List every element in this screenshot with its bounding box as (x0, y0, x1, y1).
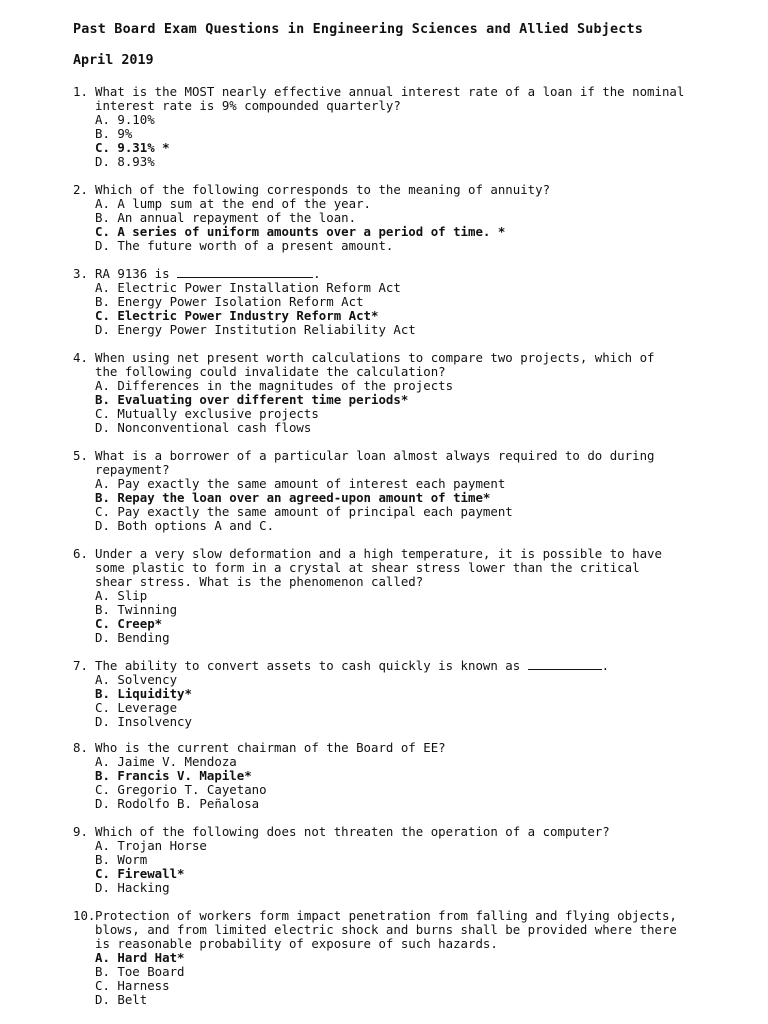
option: D. Belt (95, 992, 148, 1007)
question-number: 8. (73, 740, 88, 755)
correct-option: B. Evaluating over different time periods* (95, 392, 409, 407)
question-7 (73, 659, 723, 729)
question-4 (73, 351, 723, 435)
option: A. Differences in the magnitudes of the projects (95, 378, 454, 393)
question-text-line (73, 923, 723, 937)
question-text-line (73, 85, 723, 99)
option: D. 8.93% (95, 154, 155, 169)
correct-option: C. Electric Power Industry Reform Act* (95, 308, 379, 323)
question-text-line (73, 365, 723, 379)
correct-option: B. Repay the loan over an agreed-upon amount of time* (95, 490, 491, 505)
option: A. Slip (95, 588, 148, 603)
option: B. Energy Power Isolation Reform Act (95, 294, 364, 309)
question-text-line (73, 183, 723, 197)
question-text: interest rate is 9% compounded quarterly? (95, 98, 401, 113)
question-1 (73, 85, 723, 169)
option: A. Jaime V. Mendoza (95, 754, 237, 769)
option: C. Gregorio T. Cayetano (95, 782, 267, 797)
option: D. Bending (95, 630, 170, 645)
question-number: 1. (73, 84, 88, 99)
option: A. Pay exactly the same amount of interest each payment (95, 476, 506, 491)
question-number: 5. (73, 448, 88, 463)
question-number: 9. (73, 824, 88, 839)
question-number: 6. (73, 546, 88, 561)
question-3 (73, 267, 723, 337)
question-text: Protection of workers form impact penetration from falling and flying objects, (95, 908, 677, 923)
option: B. 9% (95, 126, 133, 141)
option: A. Solvency (95, 672, 178, 687)
question-text: Who is the current chairman of the Board of EE? (95, 740, 446, 755)
question-text-line (73, 741, 723, 755)
question-text-line (73, 561, 723, 575)
question-number: 7. (73, 658, 88, 673)
option: C. Harness (95, 978, 170, 993)
question-text-line (73, 937, 723, 951)
option: C. Pay exactly the same amount of principal each payment (95, 504, 513, 519)
option: D. The future worth of a present amount. (95, 238, 394, 253)
question-10 (73, 909, 723, 1007)
option-list (95, 589, 723, 645)
option: A. A lump sum at the end of the year. (95, 196, 372, 211)
option: D. Both options A and C. (95, 518, 275, 533)
question-text: Which of the following does not threaten the operation of a computer? (95, 824, 610, 839)
option-list (95, 755, 723, 811)
question-text-line (73, 659, 723, 673)
question-2 (73, 183, 723, 253)
answer-blank (528, 660, 602, 670)
question-text: What is the MOST nearly effective annual interest rate of a loan if the nominal (95, 84, 685, 99)
option-list (95, 839, 723, 895)
question-9 (73, 825, 723, 895)
question-text: some plastic to form in a crystal at shear stress lower than the critical (95, 560, 640, 575)
question-text-line (73, 449, 723, 463)
option: A. 9.10% (95, 112, 155, 127)
option: A. Trojan Horse (95, 838, 207, 853)
question-text-end: . (313, 266, 321, 281)
option: B. Toe Board (95, 964, 185, 979)
question-text-line (73, 575, 723, 589)
question-number: 3. (73, 266, 88, 281)
correct-option: B. Francis V. Mapile* (95, 768, 252, 783)
option-list (95, 951, 723, 1007)
question-text-line (73, 547, 723, 561)
option-list (95, 673, 723, 729)
option: B. Worm (95, 852, 148, 867)
correct-option: B. Liquidity* (95, 686, 192, 701)
question-text-line (73, 351, 723, 365)
question-text: is reasonable probability of exposure of such hazards. (95, 936, 498, 951)
question-text: shear stress. What is the phenomenon called? (95, 574, 424, 589)
correct-option: C. 9.31% * (95, 140, 170, 155)
question-text-line (73, 825, 723, 839)
question-number: 10. (73, 908, 96, 923)
question-text-line (73, 463, 723, 477)
question-8 (73, 741, 723, 811)
correct-option: C. A series of uniform amounts over a period of time. * (95, 224, 506, 239)
question-text: Under a very slow deformation and a high temperature, it is possible to have (95, 546, 662, 561)
question-text-line (73, 909, 723, 923)
question-text: What is a borrower of a particular loan almost always required to do during (95, 448, 655, 463)
question-6 (73, 547, 723, 645)
question-text: Which of the following corresponds to the meaning of annuity? (95, 182, 551, 197)
option: C. Leverage (95, 700, 178, 715)
option: D. Insolvency (95, 714, 192, 729)
option-list (95, 197, 723, 253)
question-text: blows, and from limited electric shock and burns shall be provided where there (95, 922, 677, 937)
option-list (95, 379, 723, 435)
question-text-end: . (601, 658, 610, 673)
option: D. Energy Power Institution Reliability Act (95, 322, 416, 337)
question-number: 4. (73, 350, 88, 365)
question-text: repayment? (95, 462, 170, 477)
option: B. An annual repayment of the loan. (95, 210, 357, 225)
document-title: Past Board Exam Questions in Engineering Sciences and Allied Subjects (73, 22, 644, 37)
option-list (95, 477, 723, 533)
question-text-line (73, 267, 723, 281)
option: D. Nonconventional cash flows (95, 420, 312, 435)
option-list (95, 113, 723, 169)
question-text: the following could invalidate the calculation? (95, 364, 446, 379)
question-text: The ability to convert assets to cash quickly is known as (95, 658, 528, 673)
option: A. Electric Power Installation Reform Act (95, 280, 401, 295)
question-number: 2. (73, 182, 88, 197)
option: D. Rodolfo B. Peñalosa (95, 796, 260, 811)
question-5 (73, 449, 723, 533)
correct-option: C. Creep* (95, 616, 163, 631)
option: C. Mutually exclusive projects (95, 406, 319, 421)
correct-option: A. Hard Hat* (95, 950, 185, 965)
question-text: RA 9136 is (95, 266, 178, 281)
correct-option: C. Firewall* (95, 866, 185, 881)
option: B. Twinning (95, 602, 178, 617)
answer-blank (177, 268, 313, 278)
question-text-line (73, 99, 723, 113)
question-text: When using net present worth calculations to compare two projects, which of (95, 350, 655, 365)
exam-date: April 2019 (73, 53, 154, 68)
option: D. Hacking (95, 880, 170, 895)
option-list (95, 281, 723, 337)
